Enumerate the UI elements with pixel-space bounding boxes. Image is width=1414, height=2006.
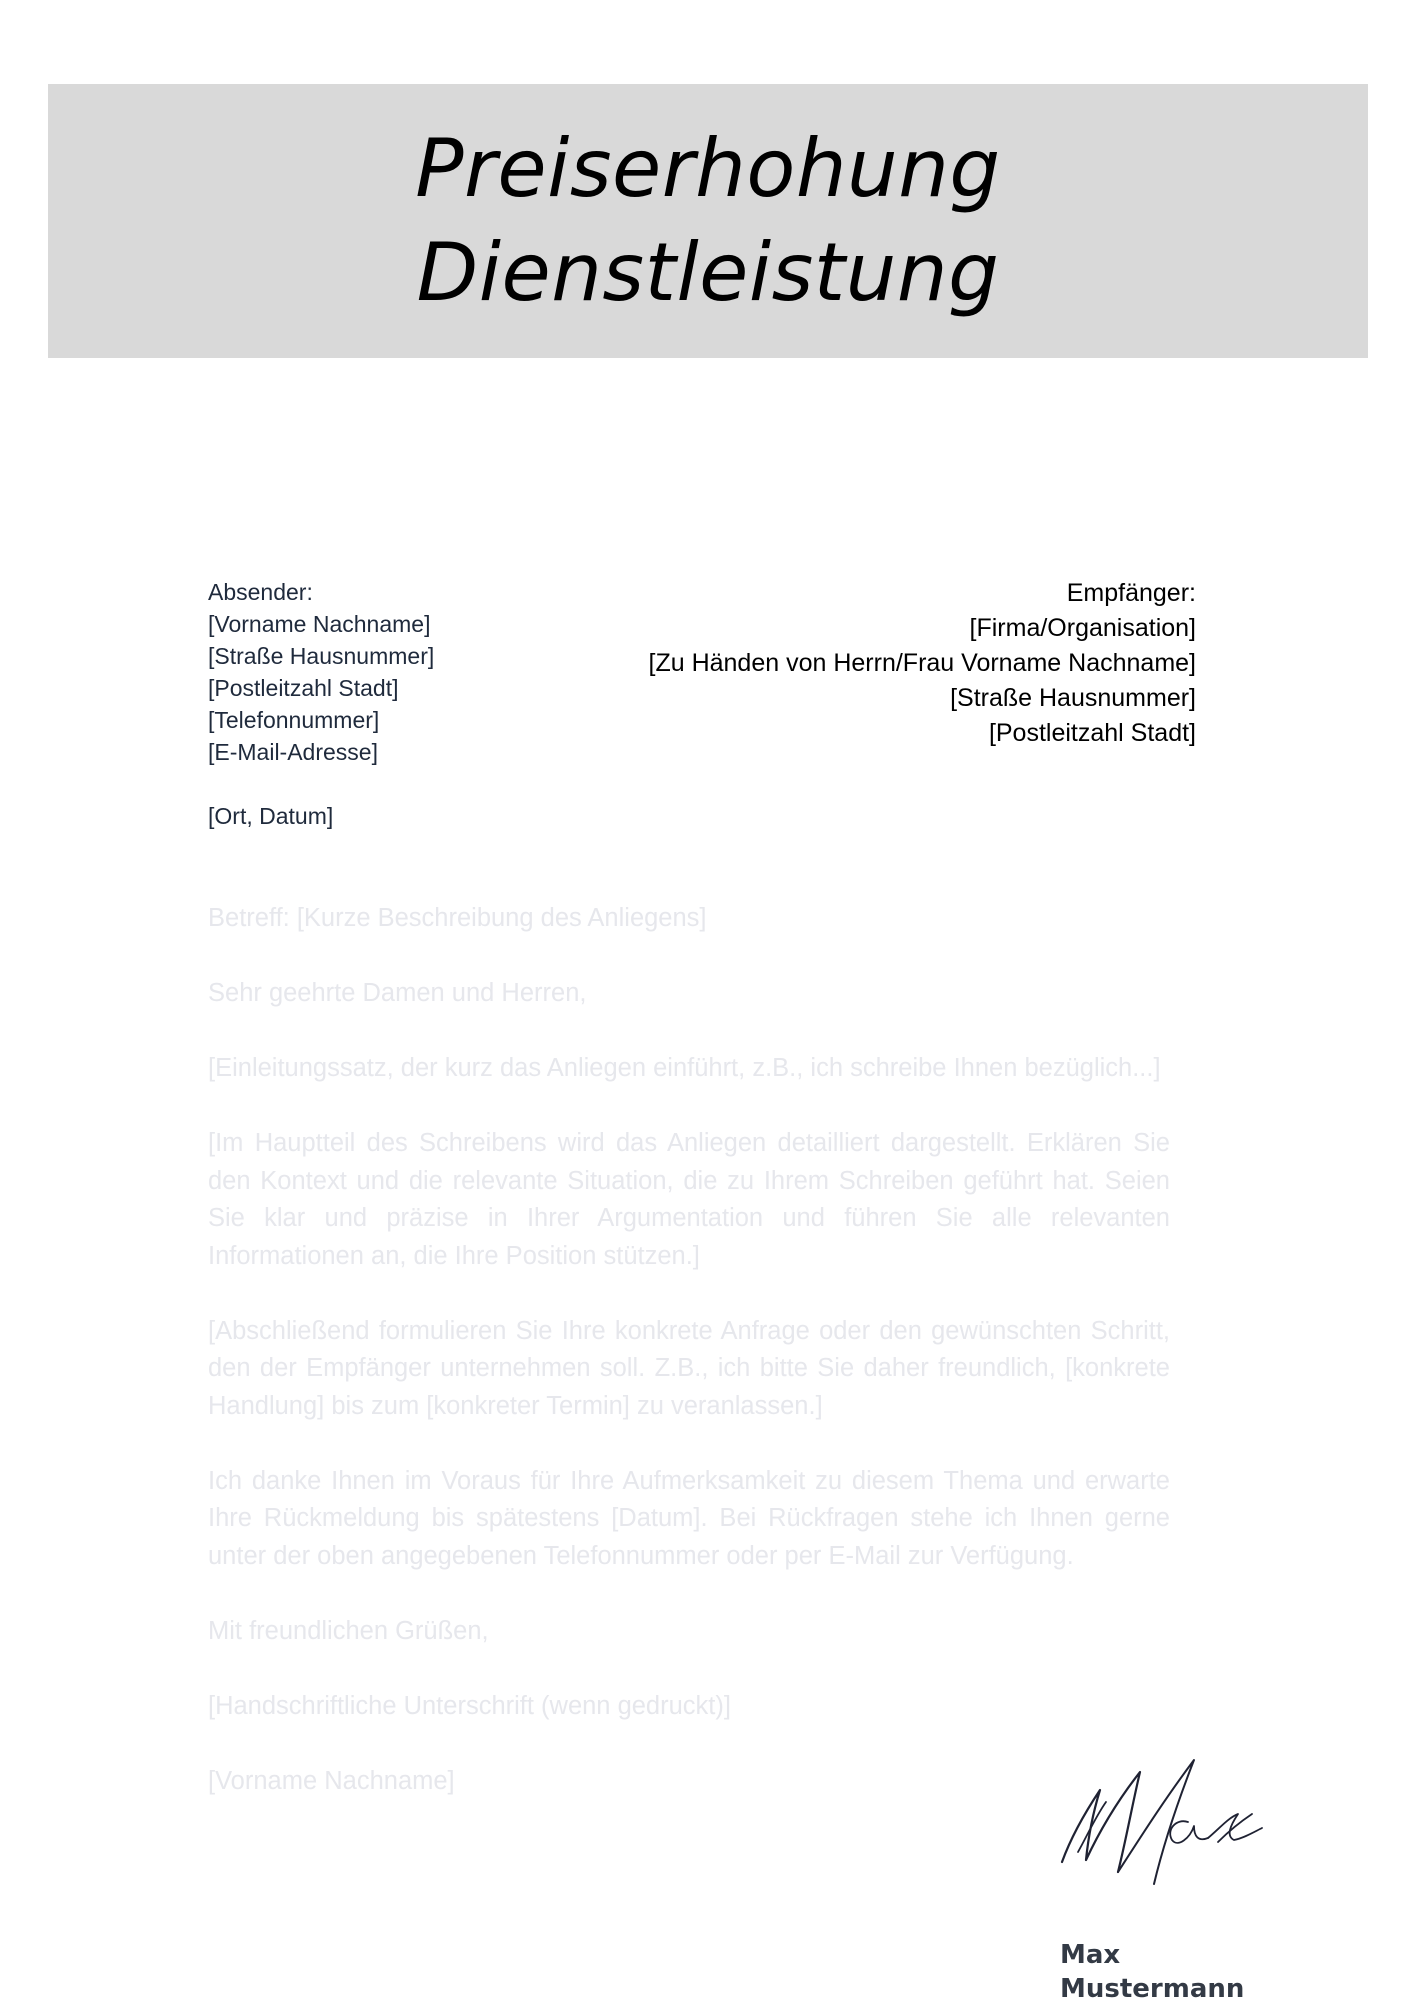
recipient-label: Empfänger: <box>1066 579 1196 607</box>
thanks-paragraph: Ich danke Ihnen im Voraus für Ihre Aufmerksamkeit zu diesem Thema und erwarte Ihre Rückmeldung bis spätestens [Datum]. Bei Rückfragen stehe ich Ihnen gerne unter der oben angegebenen Telefonnummer oder per E-Mail zur Verfügung. <box>208 1466 1170 1570</box>
closing: Mit freundlichen Grüßen, <box>208 1616 489 1645</box>
sender-label: Absender: <box>208 579 313 605</box>
intro-paragraph: [Einleitungssatz, der kurz das Anliegen einführt, z.B., ich schreibe Ihnen bezüglich...] <box>208 1054 1161 1082</box>
name-placeholder: [Vorname Nachname] <box>208 1766 455 1795</box>
recipient-block <box>560 576 1196 751</box>
title-banner <box>48 84 1368 358</box>
signature-placeholder: [Handschriftliche Unterschrift (wenn gedruckt)] <box>208 1691 731 1720</box>
main-paragraph: [Im Hauptteil des Schreibens wird das Anliegen detailliert dargestellt. Erklären Sie den Kontext und die relevante Situation, die zu Ihrem Schreiben geführt hat. Seien Sie klar und präzise in Ihrer Argumentation und führen Sie alle relevanten Informationen an, die Ihre Position stützen.] <box>208 1129 1170 1270</box>
recipient-company: [Firma/Organisation] <box>969 614 1196 642</box>
place-date: [Ort, Datum] <box>208 803 334 829</box>
subject-line: Betreff: [Kurze Beschreibung des Anliegens] <box>208 904 707 932</box>
document-title-line-2: Dienstleistung <box>416 226 1000 319</box>
sender-postcode-city: [Postleitzahl Stadt] <box>208 675 399 701</box>
sender-street: [Straße Hausnummer] <box>208 643 435 669</box>
sender-phone: [Telefonnummer] <box>208 707 380 733</box>
recipient-postcode-city: [Postleitzahl Stadt] <box>988 719 1196 747</box>
recipient-street: [Straße Hausnummer] <box>950 684 1196 712</box>
letter-body <box>208 900 1170 1838</box>
salutation: Sehr geehrte Damen und Herren, <box>208 979 587 1007</box>
document-title-line-1: Preiserhohung <box>415 122 1001 215</box>
signer-name: Max Mustermann <box>1060 1940 1245 2004</box>
sender-email: [E-Mail-Adresse] <box>208 739 378 765</box>
request-paragraph: [Abschließend formulieren Sie Ihre konkrete Anfrage oder den gewünschten Schritt, den der Empfänger unternehmen soll. Z.B., ich bitte Sie daher freundlich, [konkrete Handlung] bis zum [konkreter Termin] zu veranlassen.] <box>208 1316 1170 1420</box>
handwritten-signature <box>1048 1744 1280 1896</box>
sender-name: [Vorname Nachname] <box>208 611 431 637</box>
recipient-attention: [Zu Händen von Herrn/Frau Vorname Nachname] <box>648 649 1196 677</box>
